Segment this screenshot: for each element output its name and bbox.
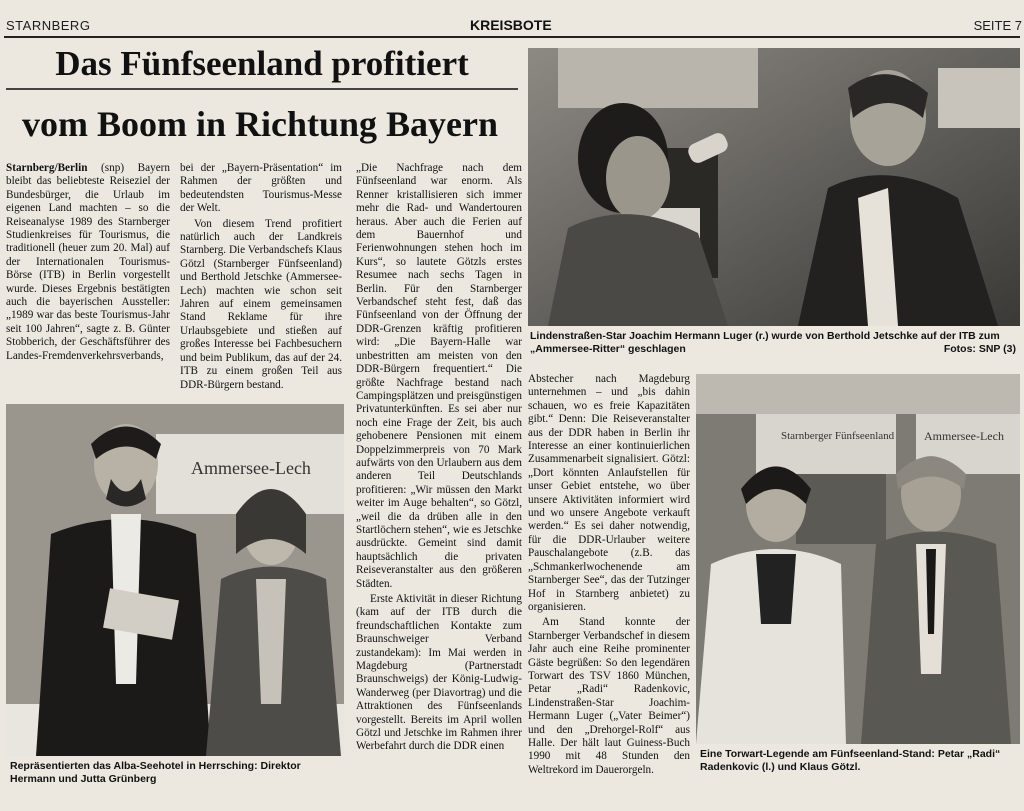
sign-fuenfseenland: Starnberger Fünfseenland	[781, 430, 895, 442]
header-section: STARNBERG	[6, 18, 91, 33]
header-page-number: SEITE 7	[973, 18, 1022, 33]
caption-text: Lindenstraßen-Star Joachim Hermann Luger (r.) wurde von Berthold Jetschke auf der ITB zum „Ammersee-Ritter“ geschlagen	[530, 330, 1000, 355]
header-paper-name: KREISBOTE	[470, 17, 552, 33]
article-col4-p2: Am Stand konnte der Starnberger Verbandschef in diesem Jahr auch eine Reihe prominenter Gäste begrüßen: So den legendären Torwart des TSV 1860 München, Petar „Radi“ Radenkovic, Lindenstraßen-Star Joachim-Hermann Luger („Vater Beimer“) und den „Drehorgel-Rolf“ aus Halle. Der hält laut Guiness-Buch 1990 mit 48 Stunden den Weltrekord im Dauerorgeln.	[528, 616, 690, 776]
article-column-4	[528, 373, 690, 779]
article-col1-text: (snp) Bayern bleibt das beliebteste Reiseziel der Bundesbürger, die Urlaub im eigenen Land machten – so die Reiseanalyse 1989 des Starnberger Studienkreises für Tourismus, die traditionell (heuer zum 20. Mal) auf der Internationalen Tourismus-Börse (ITB) in Berlin vorgestellt wurde. Dieses Ergebnis bestätigten auch die bayerischen Aussteller: „1989 war das beste Tourismus-Jahr seit 100 Jahren“, sagte z. B. Günter Stobberich, der Geschäftsführer des Landes-Fremdenverkehrsverbands,	[6, 162, 170, 362]
photo-luger-jetschke	[528, 48, 1020, 326]
article-col4-p1: Abstecher nach Magdeburg unternehmen – und „bis dahin schauen, wo es freie Kapazitäten gibt.“ Denn: Die Reiseveranstalter aus der DDR haben in Berlin ihr Interesse an einer kontinuierlichen Zusammenarbeit signalisiert. Götzl: „Dort könnten Anlaufstellen für unser Gebiet entstehe, wo über unsere Aktivitäten informiert wird und wo unsere Angebote verkauft werden.“ Es sei daher notwendig, für die DDR-Urlauber weitere Pauschalangebote (z.B. das „Schmankerlwochenende am Starnberger See“, das der Tutzinger Hof in Starnberg anbietet) zu organisieren.	[528, 373, 690, 613]
article-column-3	[356, 162, 522, 756]
article-column-1	[6, 162, 170, 365]
header-rule	[4, 36, 1020, 38]
photo-radenkovic-goetzl	[696, 374, 1020, 744]
photo-gruenberg	[6, 404, 344, 756]
headline-line-2: vom Boom in Richtung Bayern	[21, 104, 499, 144]
article-column-2	[180, 162, 342, 394]
photo-credit: Fotos: SNP (3)	[943, 343, 1016, 355]
article-col3-p1: „Die Nachfrage nach dem Fünfseenland war enorm. Als Renner kristallisieren sich immer mehr die Rad- und Wandertouren heraus. Aber auch die Ferien auf dem Bauernhof und Ferienwohnungen stehen hoch im Kurs“, so lautete Götzls erstes Resumee nach sechs Tagen in Berlin. Für den Starnberger Verbandschef steht fest, daß das Fünfseenland von der Öffnung der DDR-Grenzen kräftig profitieren wird: „Die Bayern-Halle war unbestritten am meisten von den DDR-Bürgern frequentiert.“ Die größte Nachfrage bestand nach Campingsplätzen und preisgünstigen Privatunterkünften. Es sei aber nur noch eine Frage der Zeit, bis auch gehobenere Pensionen mit einem Doppelzimmerpreis von 70 Mark aufwärts von den Urlaubern aus dem anderen Teil Deutschlands profitieren: „Wir müssen den Markt weiter im Auge behalten“, so Götzl, „weil die da drüben alle in den Startlöchern stehen“, wie es Jetschke ausdrückte. Gemeint sind damit hauptsächlich die privaten Reiseveranstalter aus den größeren Städten.	[356, 162, 522, 590]
sign-ammersee-lech: Ammersee-Lech	[191, 458, 311, 478]
article-col2-p2: Von diesem Trend profitiert natürlich auch der Landkreis Starnberg. Die Verbandschefs Klaus Götzl (Starnberger Fünfseenland) und Berthold Jetschke (Ammersee-Lech) machten wie schon seit Jahren auf einem gemeinsamen Stand Reklame für ihre Urlaubsgebiete und stießen auf großes Interesse bei Fachbesuchern und beim Publikum, das auf der 24. ITB zu einem großen Teil aus DDR-Bürgern bestand.	[180, 217, 342, 391]
sign-ammersee: Ammersee-Lech	[924, 429, 1004, 443]
headline-line-1: Das Fünfseenland profitiert	[55, 44, 469, 83]
article-col3-p2: Erste Aktivität in dieser Richtung (kam auf der ITB durch die freundschaftlichen Kontakte zum Braunschweiger Verband zustandekam): Im Mai werden in Magdeburg (Partnerstadt Braunschweigs) der König-Ludwig-Wanderweg (per Diavortrag) und die Attraktionen des Fünfseenlands vorgestellt. Bereits im April wollen Götzl und Jetschke im Rahmen ihrer Werbefahrt durch die DDR einen	[356, 593, 522, 753]
page-header	[0, 14, 1024, 36]
headline-rule	[6, 88, 518, 90]
photo-caption-top-right	[530, 330, 1018, 356]
article-col2-p1: bei der „Bayern-Präsentation“ im Rahmen der größten und bedeutendsten Tourismus-Messe der Welt.	[180, 162, 342, 215]
photo-caption-bottom-right: Eine Torwart-Legende am Fünfseenland-Stand: Petar „Radi“ Radenkovic (l.) und Klaus Götzl.	[700, 748, 1018, 774]
photo-caption-bottom-left: Repräsentierten das Alba-Seehotel in Herrsching: Direktor Hermann und Jutta Grünberg	[10, 760, 342, 786]
article-dateline: Starnberg/Berlin	[6, 162, 88, 174]
